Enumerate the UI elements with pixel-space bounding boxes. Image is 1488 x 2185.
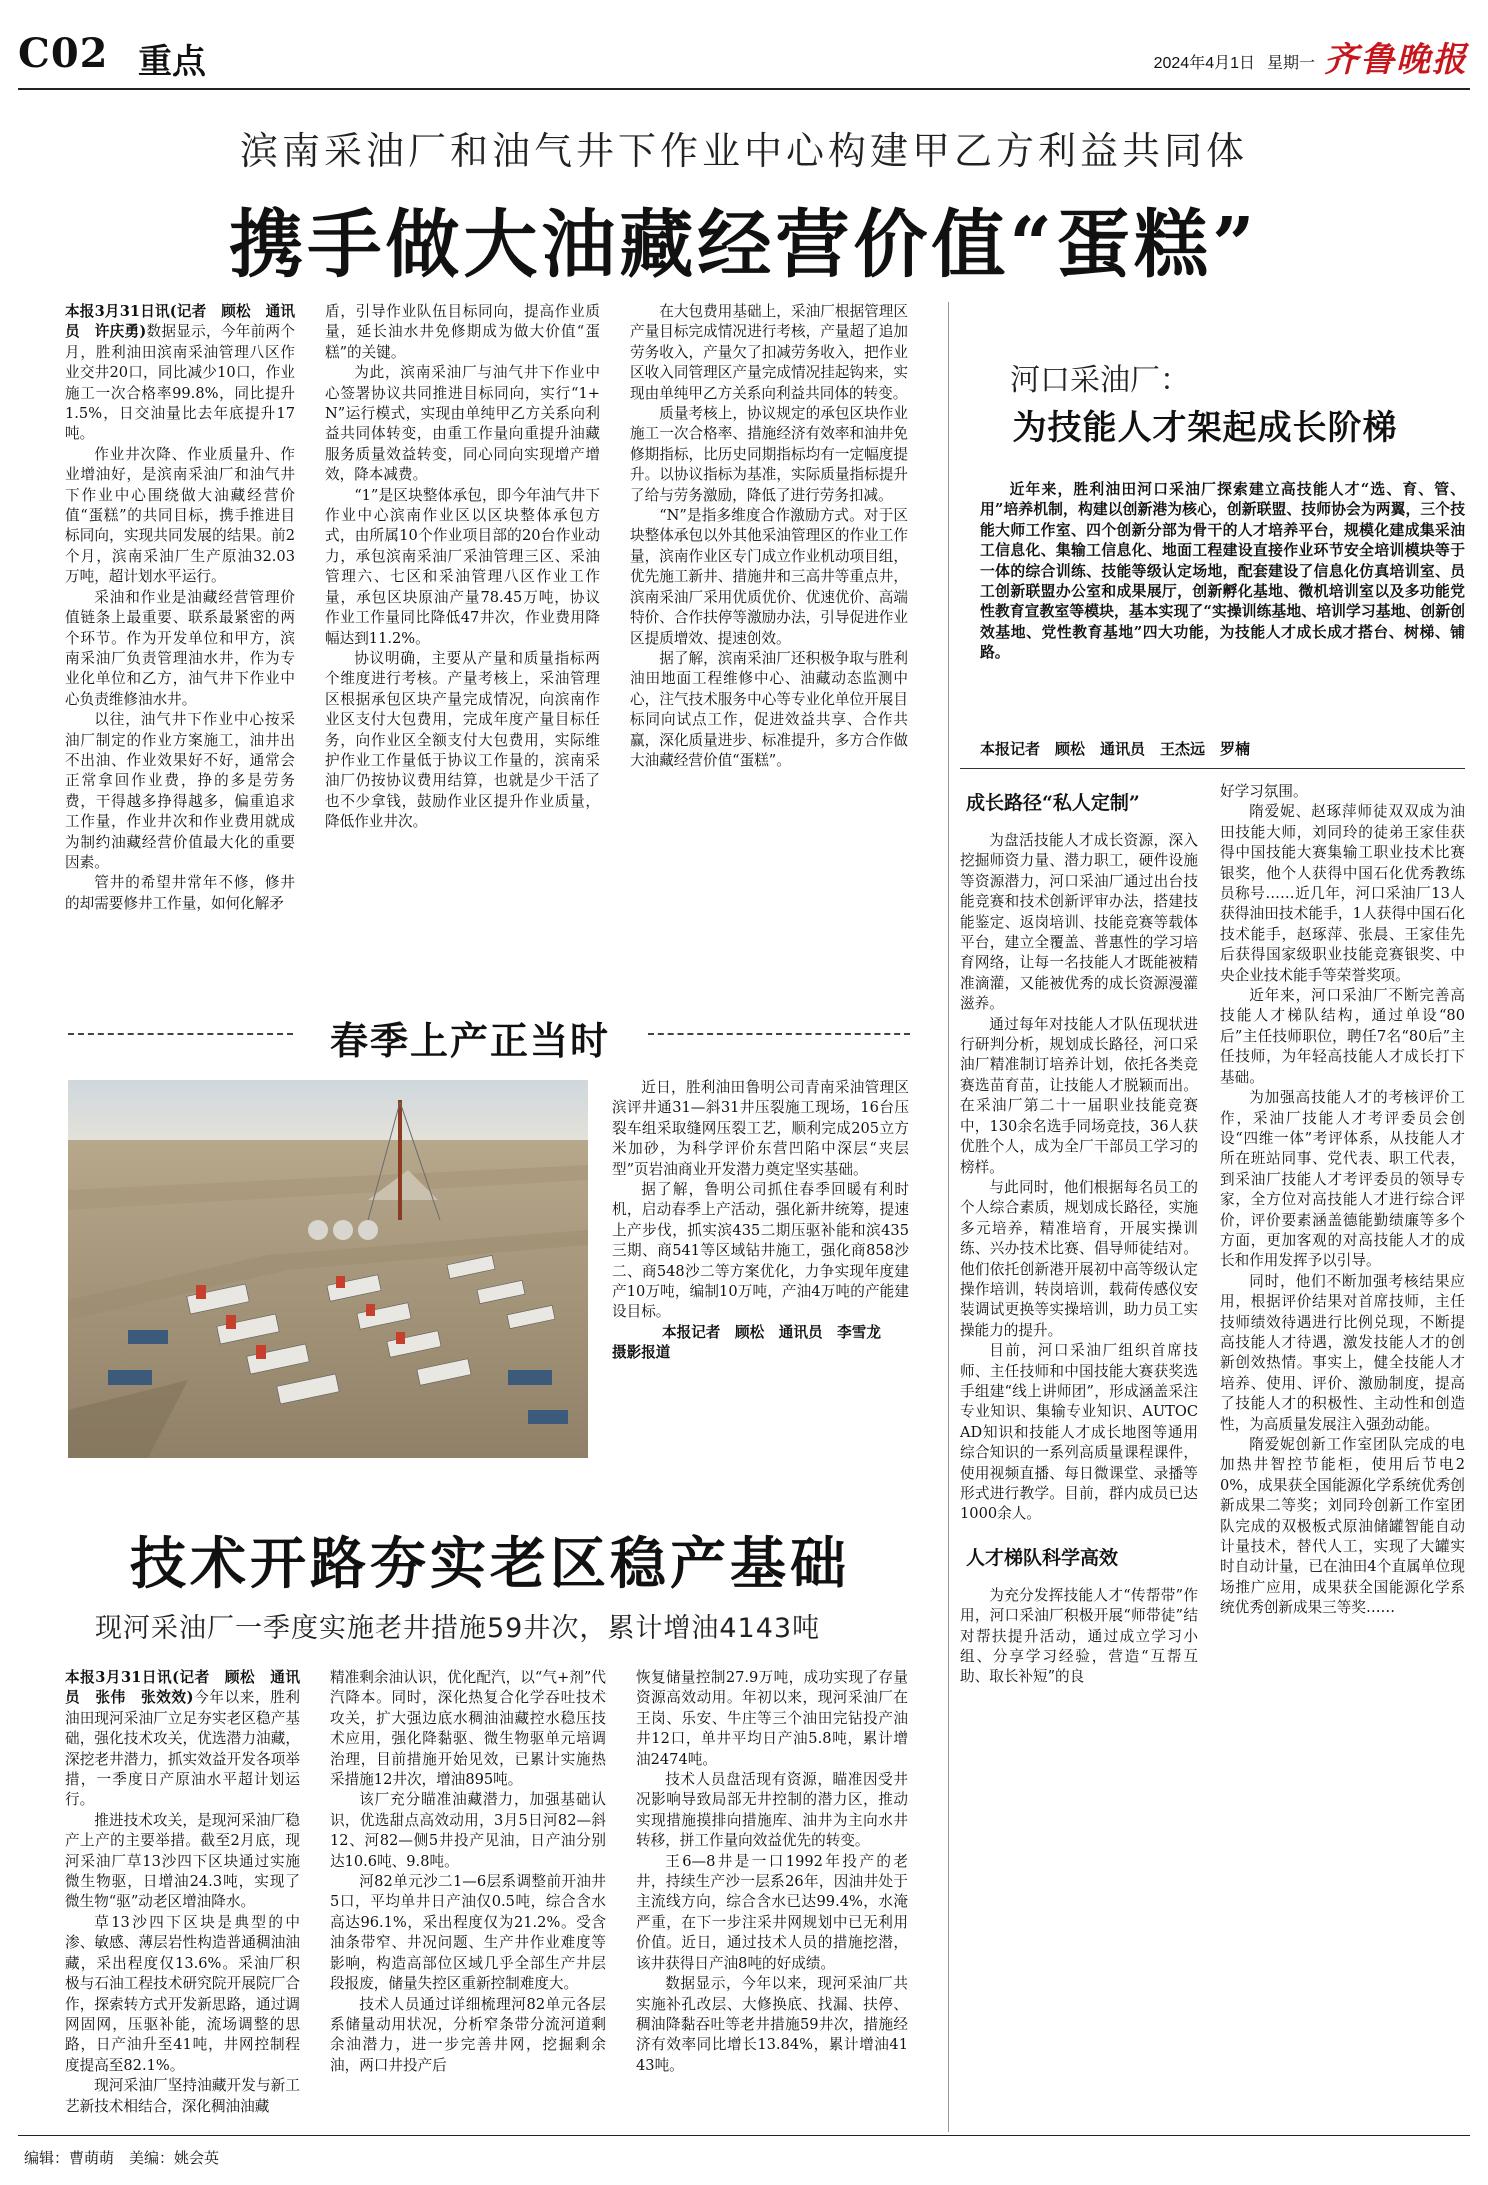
article-paragraph: 技术人员盘活现有资源，瞄准因受井况影响导致局部无井控制的潜力区，推动实现措施摸排向措施库、油井为主向水井转移，拼工作量向效益优先的转变。 bbox=[636, 1771, 908, 1850]
article-paragraph: 以往，油气井下作业中心按采油厂制定的作业方案施工，油井出不出油、作业效果好不好，通常会正常拿回作业费，挣的多是劳务费，干得越多挣得越多，偏重追求工作量，作业井次和作业费用就成为制约油藏经营价值最大化的重要因素。 bbox=[65, 711, 295, 871]
article-paragraph: 为充分发挥技能人才“传帮带”作用，河口采油厂积极开展“师带徒”结对帮扶提升活动，通过成立学习小组、分享学习经验，营造“互帮互助、取长补短”的良 bbox=[960, 1586, 1198, 1686]
article-paragraph: 据了解，鲁明公司抓住春季回暖有利时机，启动春季上产活动，强化新井统筹，提速上产步伐，抓实滨435二期压驱补能和滨435三期、商541等区域钻井施工，强化商858沙二、商548沙二等方案优化，力争实现年度建产10万吨，编制10万吨，产油4万吨的产能建设目标。 bbox=[612, 1181, 909, 1321]
article-paragraph: 质量考核上，协议规定的承包区块作业施工一次合格率、措施经济有效率和油井免修期指标，比历史同期指标均有一定幅度提升。以协议指标为基准，实际质量指标提升了给与劳务激励，降低了进行劳务扣减。 bbox=[630, 405, 908, 504]
section-name: 重点 bbox=[138, 42, 206, 82]
article-paragraph: 今年以来，胜利油田现河采油厂立足夯实老区稳产基础，强化技术攻关，优选潜力油藏，深挖老井潜力，抓实效益开发各项举措，一季度日产原油水平超计划运行。 bbox=[65, 1689, 300, 1809]
photo-credit: 本报记者 顾松 通讯员 李雪龙 bbox=[662, 1323, 881, 1341]
article-paragraph: 技术人员通过详细梳理河82单元各层系储量动用状况，分析窄条带分流河道剩余油潜力，进一步完善井网，挖掘剩余油，两口井投产后 bbox=[330, 1995, 606, 2074]
tech-byline: 本报3月31日讯(记者 顾松 通讯员 张伟 张效效) bbox=[65, 1669, 300, 1707]
side-column-1 bbox=[960, 782, 1198, 2127]
lead-column-1 bbox=[65, 302, 295, 1002]
side-column-2 bbox=[1220, 782, 1465, 2127]
article-paragraph: 据了解，滨南采油厂还积极争取与胜利油田地面工程维修中心、油藏动态监测中心，注气技术服务中心等专业化单位开展目标同向试点工作，促进效益共享、合作共赢，深化质量进步、标准提升，多方合作做大油藏经营价值“蛋糕”。 bbox=[630, 649, 908, 769]
article-paragraph: 河82单元沙二1—6层系调整前开油井5口，平均单井日产油仅0.5吨，综合含水高达96.1%，采出程度仅为21.2%。受含油条带窄、井况问题、生产井作业难度等影响，构造高部位区域几乎全部生产井层段报废，储量失控区重新控制难度大。 bbox=[330, 1873, 606, 1993]
article-paragraph: 推进技术攻关，是现河采油厂稳产上产的主要举措。截至2月底，现河采油厂草13沙四下区块通过实施微生物驱，日增油24.3吨，实现了微生物“驱”动老区增油降水。 bbox=[65, 1811, 300, 1911]
lead-column-2 bbox=[325, 302, 600, 1002]
lead-column-3 bbox=[630, 302, 908, 1002]
tech-headline: 技术开路夯实老区稳产基础 bbox=[130, 1531, 850, 1597]
article-paragraph: “N”是指多维度合作激励方式。对于区块整体承包以外其他采油管理区的作业工作量，滨南作业区专门成立作业机动项目组，优先施工新井、措施井和三高井等重点井，滨南采油厂采用优质优价、优速优价、高端特价、合作扶停等激励办法，引导促进作业区提质增效、提速创效。 bbox=[630, 507, 908, 647]
article-paragraph: 采油和作业是油藏经营管理价值链条上最重要、联系最紧密的两个环节。作为开发单位和甲方，滨南采油厂负责管理油水井，作为专业化单位和乙方，油气井下作业中心负责维修油水井。 bbox=[65, 588, 295, 708]
oilfield-aerial-photo bbox=[68, 1080, 588, 1458]
article-paragraph: 同时，他们不断加强考核结果应用，根据评价结果对首席技师，主任技师绩效待遇进行比例兑现，不断提高技能人才待遇，激发技能人才的创新创效热情。事实上，健全技能人才培养、使用、评价、激励制度，提高了技能人才的积极性、主动性和创造性，为高质量发展注入强劲动能。 bbox=[1220, 1272, 1465, 1433]
column-separator bbox=[948, 302, 949, 2132]
footer-rule bbox=[18, 2135, 1470, 2136]
article-paragraph: 目前，河口采油厂组织首席技师、主任技师和中国技能大赛获奖选手组建“线上讲师团”，形成涵盖采注专业知识、集输专业知识、AUTOCAD知识和技能人才成长地图等通用综合知识的一系列高质量课程课件，使用视频直播、每日微课堂、录播等形式进行教学。目前，群内成员已达1000余人。 bbox=[960, 1342, 1198, 1523]
side-rule bbox=[960, 768, 1465, 769]
tech-subhead: 现河采油厂一季度实施老井措施59井次，累计增油4143吨 bbox=[95, 1613, 821, 1644]
article-paragraph: 近年来，河口采油厂不断完善高技能人才梯队结构，通过单设“80后”主任技师职位，聘任7名“80后”主任技师，为年轻高技能人才成长打下基础。 bbox=[1220, 987, 1465, 1086]
side-intro-text: 近年来，胜利油田河口采油厂探索建立高技能人才“选、育、管、用”培养机制，构建以创新港为核心，创新联盟、技师协会为两翼，三个技能大师工作室、四个创新分部为骨干的人才培养平台，规模化建成集采油工信息化、集输工信息化、地面工程建设直接作业环节安全培训模块等于一体的综合训练、技能等级认定场地，配套建设了信息化仿真培训室、员工创新联盟办公室和成果展厅，创新孵化基地、微机培训室以及多功能党性教育宣教室等模块，基本实现了“实操训练基地、培训学习基地、创新创效基地、党性教育基地”四大功能，为技能人才成长成才搭台、树梯、铺路。 bbox=[980, 481, 1465, 662]
article-paragraph: 王6—8井是一口1992年投产的老井，持续生产沙一层系26年，因油井处于主流线方向，综合含水已达99.4%，水淹严重，在下一步注采井网规划中已无利用价值。近日，通过技术人员的措施挖潜，该井获得日产油8吨的好成绩。 bbox=[636, 1852, 908, 1972]
lead-headline: 携手做大油藏经营价值“蛋糕” bbox=[229, 202, 1259, 288]
article-paragraph: 近日，胜利油田鲁明公司青南采油管理区滨评井通31—斜31井压裂施工现场，16台压裂车组采取缝网压裂工艺，顺利完成205立方米加砂，为科学评价东营凹陷中深层“夹层型”页岩油商业开发潜力奠定坚实基础。 bbox=[612, 1079, 909, 1178]
spring-article bbox=[612, 1078, 909, 1478]
article-paragraph: 为此，滨南采油厂与油气井下作业中心签署协议共同推进目标同向，实行“1+N”运行模式，实现由单纯甲乙方关系向利益共同体转变，由重工作量向重提升油藏服务质量效益转变，同心同向实现增产增效，降本减费。 bbox=[325, 364, 600, 484]
article-paragraph: 数据显示，今年前两个月，胜利油田滨南采油管理八区作业交井20口，同比减少10口，作业施工一次合格率99.8%，同比提升1.5%，日交油量比去年底提升17吨。 bbox=[65, 323, 295, 443]
side-kicker: 河口采油厂： bbox=[1010, 363, 1190, 398]
article-paragraph: 草13沙四下区块是典型的中渗、敏感、薄层岩性构造普通稠油油藏，采出程度仅13.6%。采油厂积极与石油工程技术研究院开展院厂合作，探索转方式开发新思路，通过调网固网，压驱补能，流场调整的思路，日产油升至41吨，井网控制程度提高至82.1%。 bbox=[65, 1913, 300, 2074]
side-section-heading: 人才梯队科学高效 bbox=[966, 1546, 1119, 1569]
side-intro bbox=[980, 480, 1465, 664]
footer-credits: 编辑：曹萌萌 美编：姚会英 bbox=[24, 2150, 220, 2167]
article-paragraph: 数据显示，今年以来，现河采油厂共实施补孔改层、大修换底、找漏、扶停、稠油降黏吞吐等老井措施59井次，措施经济有效率同比增长13.84%，累计增油4143吨。 bbox=[636, 1975, 908, 2074]
article-paragraph: 该厂充分瞄准油藏潜力，加强基础认识，优选甜点高效动用，3月5日河82—斜12、河82—侧5井投产见油，日产油分别达10.6吨、9.8吨。 bbox=[330, 1791, 606, 1870]
lead-byline: 本报3月31日讯(记者 顾松 通讯员 许庆勇) bbox=[65, 303, 295, 341]
photo-credit-note: 摄影报道 bbox=[612, 1344, 671, 1362]
article-paragraph: 与此同时，他们根据每名员工的个人综合素质，规划成长路径，实施多元培养，精准培育，开展实操训练、兴办技术比赛、倡导师徒结对。他们依托创新港开展初中高等级认定操作培训，转岗培训，载荷传感仪安装调试更换等实操培训，助力员工实操能力的提升。 bbox=[960, 1178, 1198, 1339]
lead-subhead: 滨南采油厂和油气井下作业中心构建甲乙方利益共同体 bbox=[239, 129, 1248, 173]
article-paragraph: 隋爱妮、赵琢萍师徒双双成为油田技能大师，刘同玲的徒弟王家佳获得中国技能大赛集输工职业技术比赛银奖，他个人获得中国石化优秀教练员称号……近几年，河口采油厂13人获得油田技术能手，1人获得中国石化技术能手，赵琢萍、张晨、王家佳先后获得国家级职业技能竞赛银奖、中央企业技术能手等荣誉奖项。 bbox=[1220, 803, 1465, 984]
spring-headline: 春季上产正当时 bbox=[329, 1018, 610, 1063]
article-paragraph: 好学习氛围。 bbox=[1220, 783, 1308, 800]
page-number: C02 bbox=[18, 30, 109, 77]
article-paragraph: 作业井次降、作业质量升、作业增油好，是滨南采油厂和油气井下作业中心围绕做大油藏经营价值“蛋糕”的共同目标，携手推进目标同向，实现共同发展的结果。前2个月，滨南采油厂生产原油32.03万吨，超计划水平运行。 bbox=[65, 445, 295, 586]
dashed-rule-right bbox=[648, 1033, 910, 1035]
article-paragraph: 为盘活技能人才成长资源，深入挖掘师资力量、潜力职工，硬件设施等资源潜力，河口采油厂通过出台技能竞赛和技术创新评审办法，搭建技能鉴定、返岗培训、技能竞赛等载体平台，建立全覆盖、普惠性的学习培育网络，让每一名技能人才既能被精准滴灌，又能被优秀的成长资源漫灌滋养。 bbox=[960, 832, 1198, 1013]
newspaper-logo: 齐鲁晚报 bbox=[1324, 40, 1468, 80]
article-paragraph: 恢复储量控制27.9万吨，成功实现了存量资源高效动用。年初以来，现河采油厂在王岗、乐安、牛庄等三个油田完钻投产油井12口，单井平均日产油5.8吨，累计增油2474吨。 bbox=[636, 1669, 908, 1768]
issue-date: 2024年4月1日 bbox=[1153, 55, 1255, 72]
article-paragraph: 盾，引导作业队伍目标同向，提高作业质量，延长油水井免修期成为做大价值“蛋糕”的关键。 bbox=[325, 303, 600, 361]
dashed-rule-left bbox=[68, 1033, 293, 1035]
article-paragraph: 精准剩余油认识，优化配汽，以“气+剂”代汽降本。同时，深化热复合化学吞吐技术攻关，扩大强边底水稠油油藏控水稳压技术应用，强化降黏驱、微生物驱单元培调治理，目前措施开始见效，已累计实施热采措施12井次，增油895吨。 bbox=[330, 1669, 606, 1789]
side-headline: 为技能人才架起成长阶梯 bbox=[1012, 408, 1398, 448]
article-paragraph: 在大包费用基础上，采油厂根据管理区产量目标完成情况进行考核，产量超了追加劳务收入，产量欠了扣减劳务收入，把作业区收入同管理区产量完成情况挂起钩来，实现由单纯甲乙方关系向利益共同体的转变。 bbox=[630, 303, 908, 402]
article-paragraph: “1”是区块整体承包，即今年油气井下作业中心滨南作业区以区块整体承包方式，由所属10个作业项目部的20台作业动力，承包滨南采油厂采油管理三区、采油管理六、七区和采油管理八区作业工作量，承包区块原油产量78.45万吨，协议作业工作量同比降低47井次，作业费用降幅达到11.2%。 bbox=[325, 486, 600, 647]
issue-weekday: 星期一 bbox=[1266, 55, 1315, 72]
tech-column-2 bbox=[330, 1668, 606, 2123]
article-paragraph: 通过每年对技能人才队伍现状进行研判分析，规划成长路径，河口采油厂精准制订培养计划，依托各类竞赛选苗育苗，让技能人才脱颖而出。在采油厂第二十一届职业技能竞赛中，130余名选手同场竞技，36人获优胜个人，成为全厂干部员工学习的榜样。 bbox=[960, 1015, 1198, 1176]
article-paragraph: 管井的希望井常年不修，修井的却需要修井工作量，如何化解矛 bbox=[65, 874, 295, 912]
article-paragraph: 为加强高技能人才的考核评价工作，采油厂技能人才考评委员会创设“四维一体”考评体系，从技能人才所在班站同事、党代表、职工代表，到采油厂技能人才考评委员的领导专家，全方位对高技能人才进行综合评价，评价要素涵盖德能勤绩廉等多个方面，更加客观的对高技能人才的成长和作用发挥予以引导。 bbox=[1220, 1089, 1465, 1270]
article-paragraph: 协议明确，主要从产量和质量指标两个维度进行考核。产量考核上，采油管理区根据承包区块产量完成情况，向滨南作业区支付大包费用，完成年度产量目标任务，向作业区全额支付大包费用，实际维护作业工作量低于协议工作量的，滨南采油厂仍按协议费用结算，也就是少干活了也不少拿钱，鼓励作业区提升作业质量，降低作业井次。 bbox=[325, 649, 600, 831]
tech-column-3 bbox=[636, 1668, 908, 2123]
side-byline: 本报记者 顾松 通讯员 王杰远 罗楠 bbox=[980, 740, 1251, 758]
tech-column-1 bbox=[65, 1668, 300, 2123]
article-paragraph: 现河采油厂坚持油藏开发与新工艺新技术相结合，深化稠油油藏 bbox=[65, 2077, 300, 2115]
masthead bbox=[18, 26, 1470, 90]
side-section-heading: 成长路径“私人定制” bbox=[966, 792, 1140, 814]
article-paragraph: 隋爱妮创新工作室团队完成的电加热井智控节能柜，使用后节电20%，成果获全国能源化学系统优秀创新成果二等奖；刘同玲创新工作室团队完成的双极板式原油储罐智能自动计量技术，替代人工，实现了大罐实时自动计量，已在油田4个直属单位现场推广应用，成果获全国能源化学系统优秀创新成果三等奖…… bbox=[1220, 1436, 1465, 1617]
